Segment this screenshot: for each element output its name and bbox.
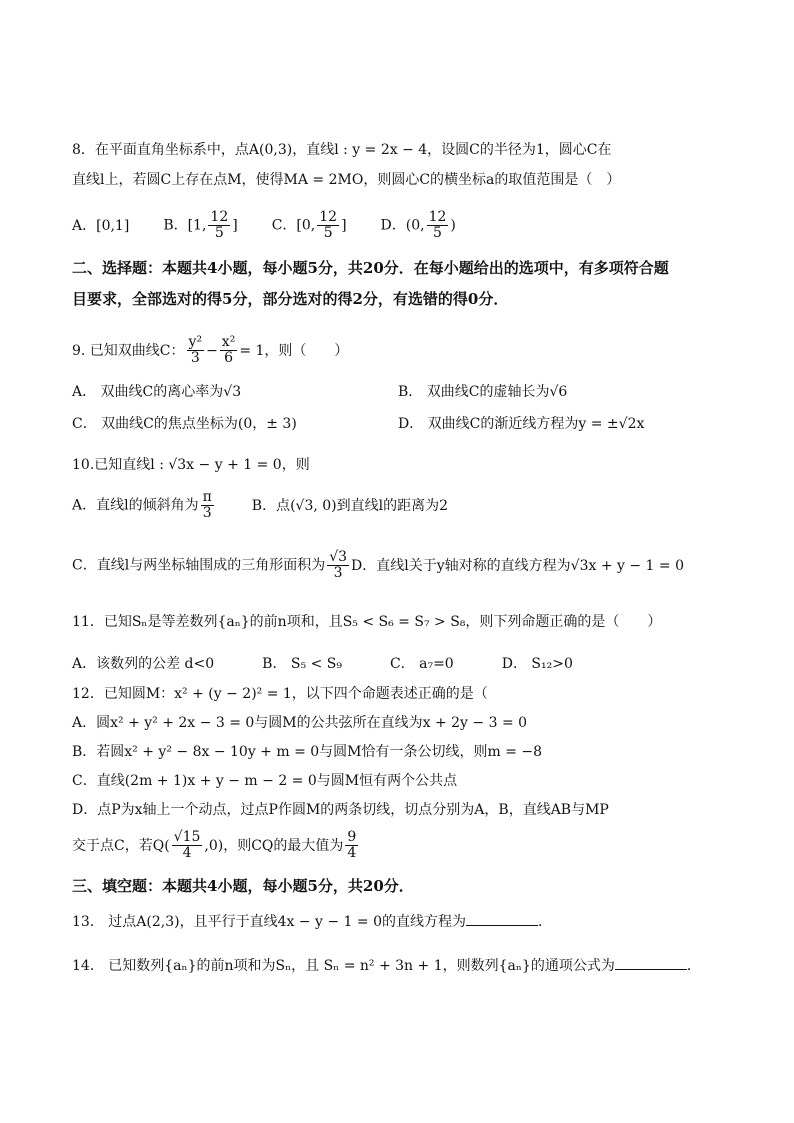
q9-stem: 9. 已知双曲线C： $\frac{\text{y²}}{3}$ − $\frac{\text{x²}}{6}$ = 1，则（ ） (72, 334, 349, 366)
q9-fraction-1: $\frac{\text{y²}}{3}$ (188, 334, 203, 366)
q12-option-c: C．直线(2m + 1)x + y − m − 2 = 0与圆M恒有两个公共点 (72, 773, 458, 789)
q10-option-d: D．直线l关于y轴对称的直线方程为√3x + y − 1 = 0 (351, 557, 684, 574)
q10-option-c: C．直线l与两坐标轴围成的三角形面积为 $\frac{√3}{3}$ (72, 549, 348, 581)
q10-options-ab (72, 490, 448, 521)
section2-heading-line2: 目要求，全部选对的得5分，部分选对的得2分，有选错的得0分． (72, 290, 509, 308)
q14-answer-blank[interactable] (615, 955, 687, 970)
q10-stem: 10.已知直线l : √3x − y + 1 = 0，则 (72, 457, 310, 473)
q12-option-b: B．若圆x² + y² − 8x − 10y + m = 0与圆M恰有一条公切线，则m = −8 (72, 744, 543, 760)
q9-option-b: B． 双曲线C的虚轴长为√6 (398, 384, 568, 400)
q11-option-d: D． S₁₂>0 (501, 656, 573, 672)
q12-option-d-line2: 交于点C，若Q( $\frac{√15}{4}$ ,0)，则CQ的最大值为 $\frac{9}{4}$ (72, 829, 357, 861)
q8-option-d: D．(0, $\frac{12}{5}$ ) (380, 209, 456, 241)
q10-options-cd (72, 550, 684, 581)
q8-line1: 8．在平面直角坐标系中，点A(0,3)，直线l : y = 2x − 4，设圆C的半径为1，圆心C在 (72, 142, 612, 158)
q14: 14． 已知数列{aₙ}的前n项和为Sₙ，且 Sₙ = n² + 3n + 1，则数列{aₙ}的通项公式为 ． (72, 955, 701, 976)
q11-option-a: A．该数列的公差 d<0 (72, 656, 215, 672)
q12-option-d-line1: D．点P为x轴上一个动点，过点P作圆M的两条切线，切点分别为A，B，直线AB与MP (72, 802, 609, 818)
q12-stem: 12．已知圆M：x² + (y − 2)² = 1，以下四个命题表述正确的是（ (72, 686, 488, 702)
q9-option-c: C． 双曲线C的焦点坐标为(0，± 3) (72, 416, 297, 432)
section2-heading-line1: 二、选择题：本题共4小题，每小题5分，共20分．在每小题给出的选项中，有多项符合题 (72, 259, 669, 277)
q9-option-d: D． 双曲线C的渐近线方程为y = ±√2x (398, 416, 645, 432)
q9-option-a: A． 双曲线C的离心率为√3 (72, 384, 242, 400)
q10-option-b: B．点(√3, 0)到直线l的距离为2 (251, 497, 449, 514)
q8-option-a: A．[0,1] (72, 217, 130, 234)
q8-option-b: B．[1, $\frac{12}{5}$ ] (163, 209, 238, 241)
q13-answer-blank[interactable] (466, 911, 538, 926)
q11-option-b: B． S₅ < S₉ (262, 656, 342, 672)
q10-option-a: A．直线l的倾斜角为 $\frac{\pi}{3}$ (72, 489, 212, 521)
q11-options (72, 654, 573, 674)
q8-option-c: C．[0, $\frac{12}{5}$ ] (271, 209, 347, 241)
q11-stem: 11．已知Sₙ是等差数列{aₙ}的前n项和，且S₅ < S₆ = S₇ > S₈，则下列命题正确的是（ ） (72, 614, 662, 630)
q9-fraction-2: $\frac{\text{x²}}{6}$ (221, 334, 236, 366)
section3-heading: 三、填空题：本题共4小题，每小题5分，共20分． (72, 877, 414, 895)
q13: 13． 过点A(2,3)，且平行于直线4x − y − 1 = 0的直线方程为 ． (72, 911, 552, 932)
q8-line2: 直线l上，若圆C上存在点M，使得MA = 2MO，则圆心C的横坐标a的取值范围是（ ） (72, 172, 621, 188)
q11-option-c: C． a₇=0 (389, 656, 454, 672)
q12-option-a: A．圆x² + y² + 2x − 3 = 0与圆M的公共弦所在直线为x + 2y − 3 = 0 (72, 715, 528, 731)
q8-options (72, 210, 456, 241)
